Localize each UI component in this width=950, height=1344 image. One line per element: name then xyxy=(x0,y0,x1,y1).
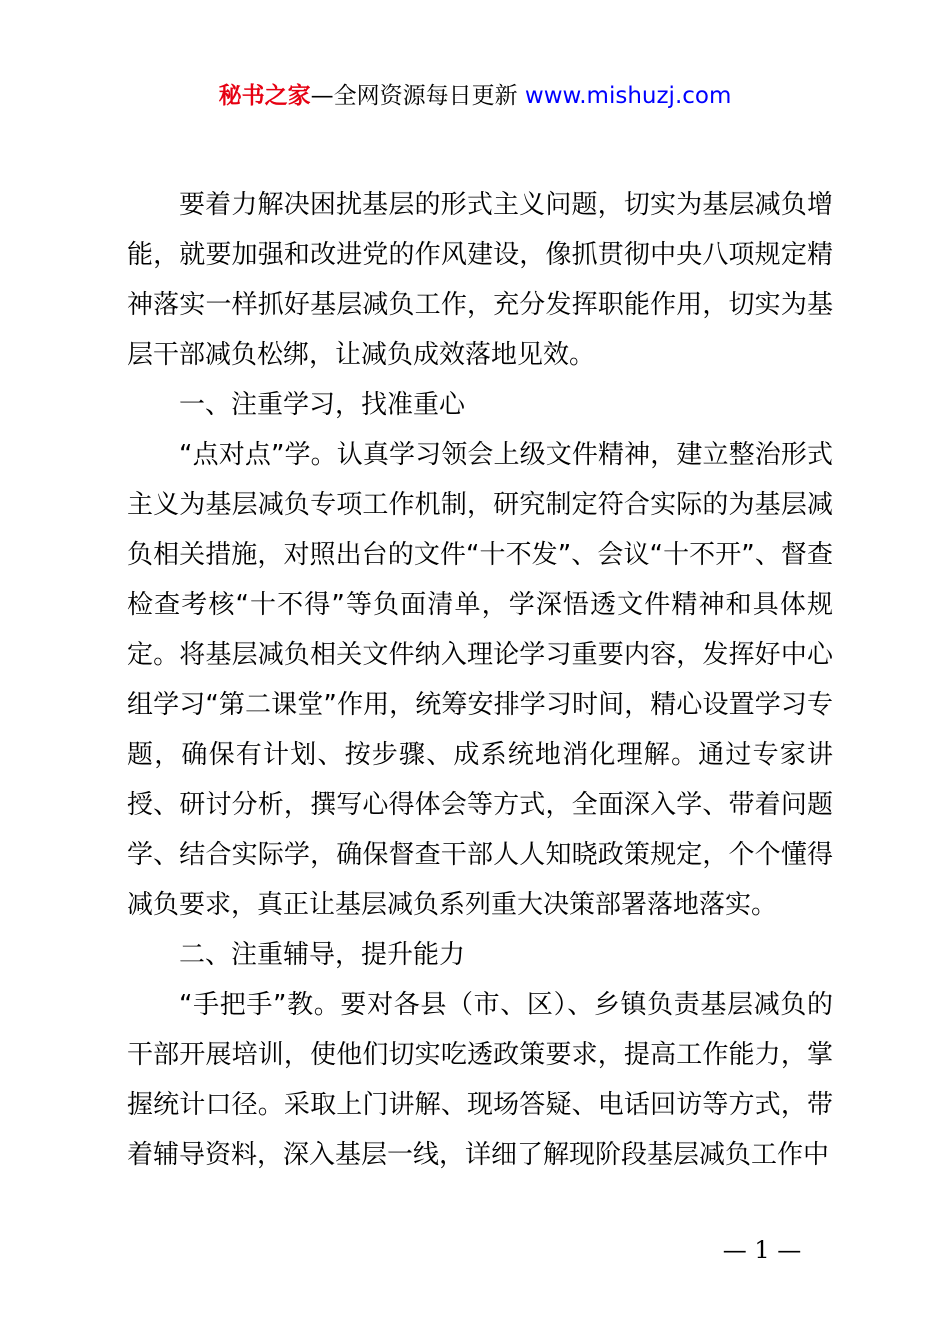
site-brand: 秘书之家 xyxy=(218,83,311,109)
page-number: — 1 — xyxy=(722,1236,802,1264)
site-tagline: —全网资源每日更新 xyxy=(310,83,525,109)
section-heading-2: 二、注重辅导，提升能力 xyxy=(179,940,466,970)
site-url-link[interactable]: www.mishuzj.com xyxy=(524,83,732,109)
section-2-paragraph: “手把手”教。要对各县（市、区）、乡镇负责基层减负的干部开展培训，使他们切实吃透政策要求，提高工作能力，掌握统计口径。采取上门讲解、现场答疑、电话回访等方式，带着辅导资料，深入基层一线，详细了解现阶段基层减负工作中 xyxy=(127,990,833,1170)
site-header xyxy=(0,78,950,114)
section-1-paragraph: “点对点”学。认真学习领会上级文件精神，建立整治形式主义为基层减负专项工作机制，研究制定符合实际的为基层减负相关措施，对照出台的文件“十不发”、会议“十不开”、督查检查考核“十不得”等负面清单，学深悟透文件精神和具体规定。将基层减负相关文件纳入理论学习重要内容，发挥好中心组学习“第二课堂”作用，统筹安排学习时间，精心设置学习专题，确保有计划、按步骤、成系统地消化理解。通过专家讲授、研讨分析，撰写心得体会等方式，全面深入学、带着问题学、结合实际学，确保督查干部人人知晓政策规定，个个懂得减负要求，真正让基层减负系列重大决策部署落地落实。 xyxy=(127,440,833,920)
section-heading-1: 一、注重学习，找准重心 xyxy=(179,390,466,420)
intro-paragraph: 要着力解决困扰基层的形式主义问题，切实为基层减负增能，就要加强和改进党的作风建设，像抓贯彻中央八项规定精神落实一样抓好基层减负工作，充分发挥职能作用，切实为基层干部减负松绑，让减负成效落地见效。 xyxy=(127,190,833,370)
document-body xyxy=(127,180,833,1180)
